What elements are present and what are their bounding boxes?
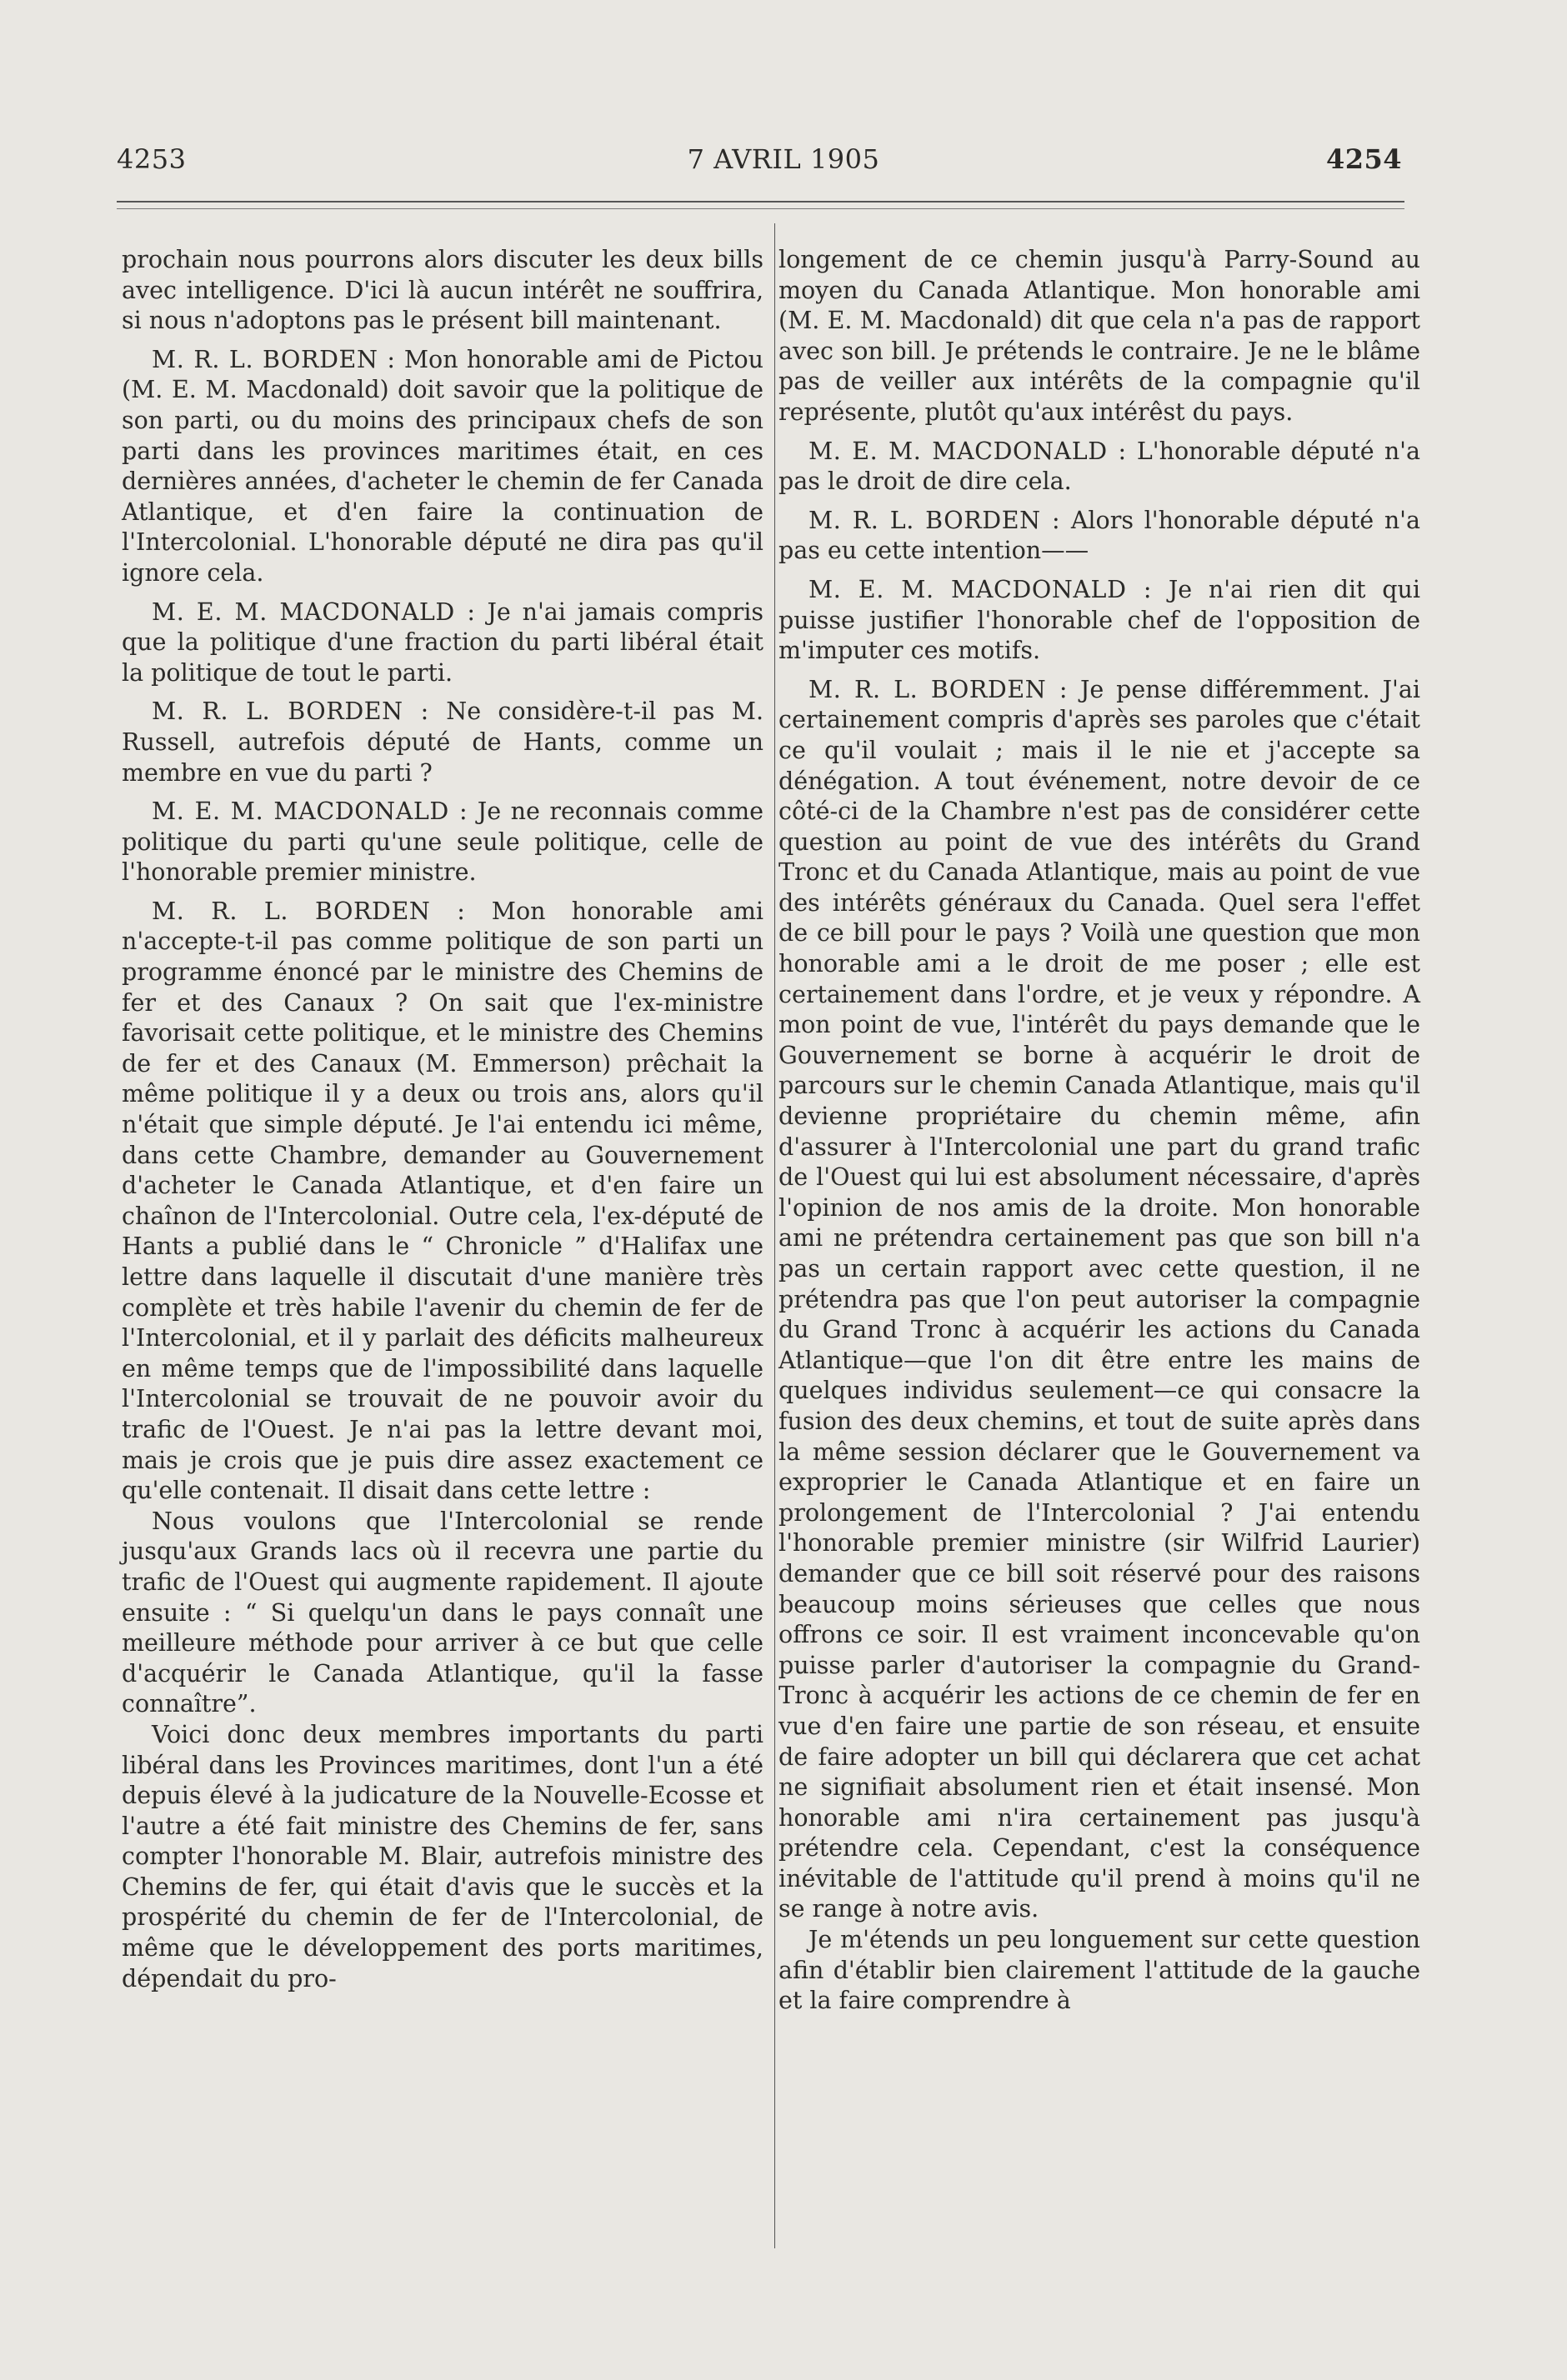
speaker-name: M. R. L. BORDEN : bbox=[152, 897, 466, 925]
paragraph-text: longement de ce chemin jusqu'à Parry-Sound au moyen du Canada Atlantique. Mon honorable ami (M. E. M. Macdonald) dit que cela n'a pas de rapport avec son bill. Je prétends le contraire. Je ne le blâme pas de veiller aux intérêts de la compagnie qu'il représente, plutôt qu'aux intérêst du pays. bbox=[778, 246, 1420, 426]
header-rule-thin bbox=[117, 208, 1404, 209]
paragraph bbox=[122, 697, 763, 788]
paragraph-text: Alors l'honorable député n'a pas eu cette intention—— bbox=[778, 506, 1421, 565]
page-number-left: 4253 bbox=[117, 143, 187, 175]
paragraph-text: Je ne reconnais comme politique du parti qu'une seule politique, celle de l'honorable premier ministre. bbox=[122, 798, 763, 887]
paragraph-text: Ne considère-t-il pas M. Russell, autrefois député de Hants, comme un membre en vue du parti ? bbox=[122, 698, 764, 787]
paragraph bbox=[778, 245, 1420, 428]
right-column bbox=[778, 245, 1420, 2017]
speaker-name: M. R. L. BORDEN : bbox=[152, 698, 429, 726]
speaker-name: M. R. L. BORDEN : bbox=[809, 675, 1069, 703]
paragraph-text: Voici donc deux membres importants du parti libéral dans les Provinces maritimes, dont l'un a été depuis élevé à la judicature de la Nouvelle-Ecosse et l'autre a été fait ministre des Chemins de fer, sans compter l'honorable M. Blair, autrefois ministre des Chemins de fer, qui était d'avis que le succès et la prospérité du chemin de fer de l'Intercolonial, de même que le développement des ports maritimes, dépendait du pro- bbox=[122, 1720, 763, 1992]
speaker-name: M. E. M. MACDONALD : bbox=[152, 798, 468, 826]
paragraph bbox=[122, 1507, 763, 1720]
paragraph-text: Mon honorable ami de Pictou (M. E. M. Macdonald) doit savoir que la politique de son parti, ou du moins des principaux chefs de son parti dans les provinces maritimes était, en ces dernières années, d'acheter le chemin de fer Canada Atlantique, et d'en faire la continuation de l'Intercolonial. L'honorable député ne dira pas qu'il ignore cela. bbox=[122, 345, 764, 587]
paragraph bbox=[778, 506, 1420, 567]
paragraph bbox=[122, 245, 763, 337]
speaker-name: M. E. M. MACDONALD : bbox=[152, 598, 476, 626]
paragraph-text: Mon honorable ami n'accepte-t-il pas comme politique de son parti un programme énoncé par le ministre des Chemins de fer et des Canaux ? On sait que l'ex-ministre favorisait cette politique, et le ministre des Chemins de fer et des Canaux (M. Emmerson) prêchait la même politique il y a deux ou trois ans, alors qu'il n'était que simple député. Je l'ai entendu ici même, dans cette Chambre, demander au Gouvernement d'acheter le Canada Atlantique, et d'en faire un chaînon de l'Intercolonial. Outre cela, l'ex-député de Hants a publié dans le “ Chronicle ” d'Halifax une lettre dans laquelle il discutait d'une manière très complète et très habile l'avenir du chemin de fer de l'Intercolonial, et il y parlait des déficits malheureux en même temps que de l'impossibilité dans laquelle l'Intercolonial se trouvait de ne pouvoir avoir du trafic de l'Ouest. Je n'ai pas la lettre devant moi, mais je crois que je puis dire assez exactement ce qu'elle contenait. Il disait dans cette lettre : bbox=[122, 897, 763, 1505]
paragraph bbox=[778, 675, 1420, 1925]
page-number-right: 4254 bbox=[1325, 143, 1402, 175]
paragraph bbox=[122, 897, 763, 1507]
paragraph-text: Je n'ai jamais compris que la politique d'une fraction du parti libéral était la politique de tout le parti. bbox=[122, 598, 763, 687]
paragraph-text: prochain nous pourrons alors discuter les deux bills avec intelligence. D'ici là aucun intérêt ne souffrira, si nous n'adoptons pas le présent bill maintenant. bbox=[122, 246, 763, 335]
speaker-name: M. R. L. BORDEN : bbox=[809, 506, 1061, 534]
paragraph-text: Nous voulons que l'Intercolonial se rende jusqu'aux Grands lacs où il recevra une partie du trafic de l'Ouest qui augmente rapidement. Il ajoute ensuite : “ Si quelqu'un dans le pays connaît une meilleure méthode pour arriver à ce but que celle d'acquérir le Canada Atlantique, qu'il la fasse connaître”. bbox=[122, 1507, 763, 1718]
speaker-name: M. R. L. BORDEN : bbox=[152, 345, 396, 373]
paragraph bbox=[122, 1720, 763, 1994]
paragraph bbox=[122, 598, 763, 689]
paragraph bbox=[778, 437, 1420, 498]
paragraph bbox=[778, 575, 1420, 667]
speaker-name: M. E. M. MACDONALD : bbox=[809, 437, 1127, 465]
paragraph-text: Je n'ai rien dit qui puisse justifier l'honorable chef de l'opposition de m'imputer ces motifs. bbox=[778, 575, 1420, 665]
paragraph bbox=[122, 345, 763, 589]
paragraph-text: Je pense différemment. J'ai certainement compris d'après ses paroles que c'était ce qu'il voulait ; mais il le nie et j'accepte sa dénégation. A tout événement, notre devoir de ce côté-ci de la Chambre n'est pas de considérer cette question au point de vue des intérêts du Grand Tronc et du Canada Atlantique, mais au point de vue des intérêts généraux du Canada. Quel sera l'effet de ce bill pour le pays ? Voilà une question que mon honorable ami a le droit de me poser ; elle est certainement dans l'ordre, et je veux y répondre. A mon point de vue, l'intérêt du pays demande que le Gouvernement se borne à acquérir le droit de parcours sur le chemin Canada Atlantique, mais qu'il devienne propriétaire du chemin même, afin d'assurer à l'Intercolonial une part du grand trafic de l'Ouest qui lui est absolument nécessaire, d'après l'opinion de nos amis de la droite. Mon honorable ami ne prétendra certainement pas que son bill n'a pas un certain rapport avec cette question, il ne prétendra pas que l'on peut autoriser la compagnie du Grand Tronc à acquérir les actions du Canada Atlantique—que l'on dit être entre les mains de quelques individus seulement—ce qui consacre la fusion des deux chemins, et tout de suite après dans la même session déclarer que le Gouvernement va exproprier le Canada Atlantique et en faire un prolongement de l'Intercolonial ? J'ai entendu l'honorable premier ministre (sir Wilfrid Laurier) demander que ce bill soit réservé pour des raisons beaucoup moins sérieuses que celles que nous offrons ce soir. Il est vraiment inconcevable qu'on puisse parler d'autoriser la compagnie du Grand-Tronc à acquérir les actions de ce chemin de fer en vue d'en faire une partie de son réseau, et ensuite de faire adopter un bill qui déclarera que cet achat ne signifiait absolument rien et était insensé. Mon honorable ami n'ira certainement pas jusqu'à prétendre cela. Cependant, c'est la conséquence inévitable de l'attitude qu'il prend à moins qu'il ne se range à notre avis. bbox=[778, 675, 1420, 1923]
paragraph bbox=[778, 1925, 1420, 2017]
speaker-name: M. E. M. MACDONALD : bbox=[809, 575, 1153, 603]
left-column bbox=[122, 245, 763, 1994]
paragraph-text: Je m'étends un peu longuement sur cette question afin d'établir bien clairement l'attitude de la gauche et la faire comprendre à bbox=[778, 1926, 1420, 2015]
paragraph bbox=[122, 797, 763, 888]
header-rule bbox=[117, 201, 1404, 202]
page-date: 7 AVRIL 1905 bbox=[687, 143, 880, 175]
paragraph-text: L'honorable député n'a pas le droit de dire cela. bbox=[778, 437, 1420, 496]
column-divider bbox=[774, 223, 775, 2248]
